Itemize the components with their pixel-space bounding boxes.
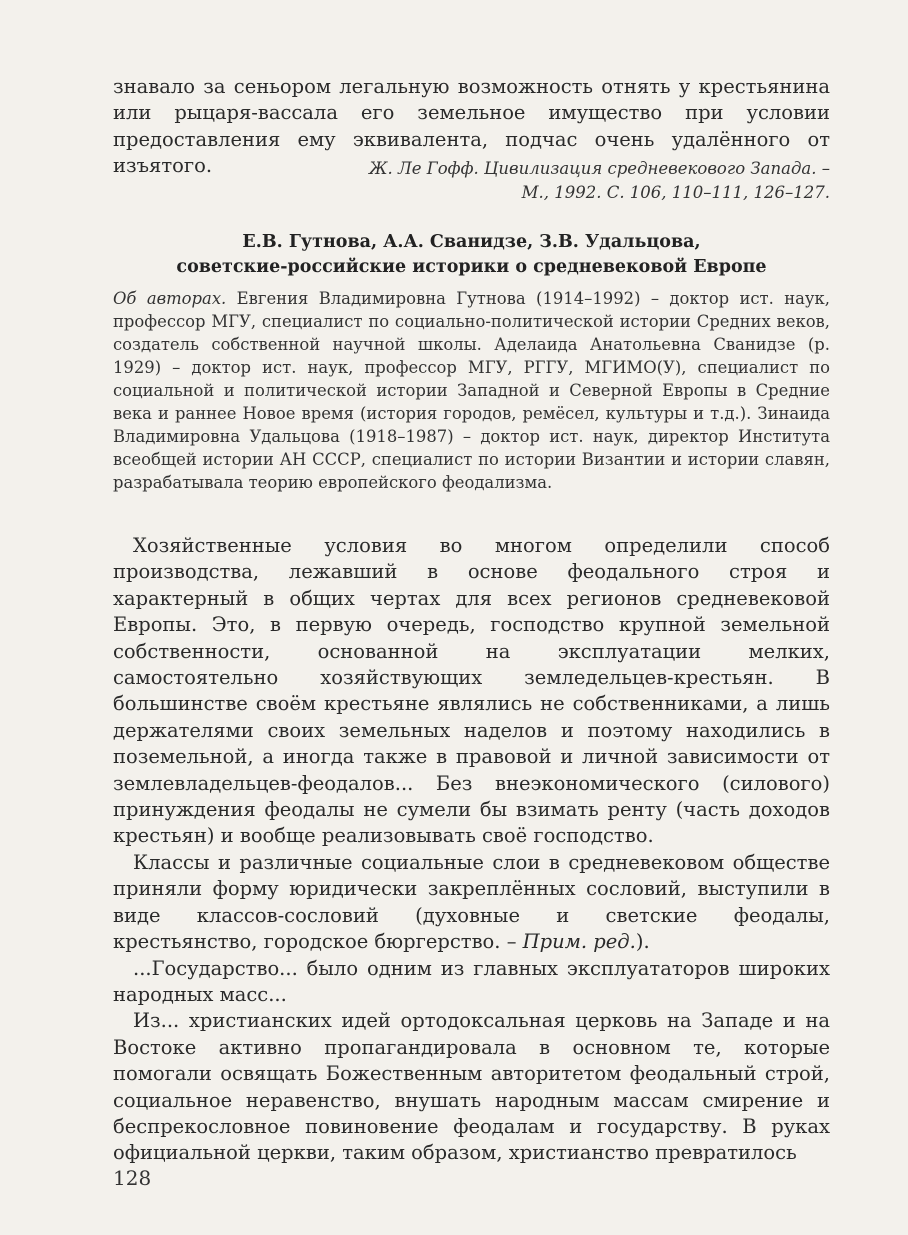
main-body xyxy=(113,533,830,1167)
body-paragraph-3: ...Государство... было одним из главных эксплуататоров широких народных масс... xyxy=(113,956,830,1006)
citation-line-1: Ж. Ле Гофф. Цивилизация средневекового Запада. – xyxy=(369,159,830,178)
section-heading xyxy=(113,230,830,280)
p2-end: ). xyxy=(635,930,650,954)
heading-line-2: советские-российские историки о средневековой Европе xyxy=(176,257,767,277)
page-number: 128 xyxy=(113,1166,152,1190)
about-lead: Об авторах. xyxy=(113,289,227,308)
body-paragraph-4: Из... христианских идей ортодоксальная церковь на Западе и на Востоке активно пропагандировала в основном те, которые помогали освящать Божественным авторитетом феодальный строй, социальное неравенство, внушать народным массам смирение и беспрекословное повиновение феодалам и государству. В руках официальной церкви, таким образом, христианство превратилось xyxy=(113,1009,830,1165)
p2-text: Классы и различные социальные слои в средневековом обществе приняли форму юридически закреплённых сословий, выступили в виде классов-сословий (духовные и светские феодалы, крестьянство, городское бюргерство. – xyxy=(113,850,830,954)
top-paragraph: знавало за сеньором легальную возможность отнять у крестьянина или рыцаря-вассала его земельное имущество при условии предоставления ему эквивалента, подчас очень удалённого от изъятого. xyxy=(113,75,830,178)
heading-line-1: Е.В. Гутнова, А.А. Сванидзе, З.В. Удальцова, xyxy=(242,232,701,252)
citation xyxy=(369,157,830,205)
citation-line-2: М., 1992. С. 106, 110–111, 126–127. xyxy=(521,183,830,202)
about-text: Евгения Владимировна Гутнова (1914–1992) – доктор ист. наук, профессор МГУ, специалист по социально-политической истории Средних веков, создатель собственной научной школы. Аделаида Анатольевна Сванидзе (р. 1929) – доктор ист. наук, профессор МГУ, РГГУ, МГИМО(У), специалист по социальной и политической истории Западной и Северной Европы в Средние века и раннее Новое время (история городов, ремёсел, культуры и т.д.). Зинаида Владимировна Удальцова (1918–1987) – доктор ист. наук, директор Института всеобщей истории АН СССР, специалист по истории Византии и истории славян, разрабатывала теорию европейского феодализма. xyxy=(113,289,831,492)
p2-note: Прим. ред. xyxy=(522,930,636,954)
body-paragraph-2 xyxy=(113,850,830,956)
body-paragraph-1: Хозяйственные условия во многом определили способ производства, лежавший в основе феодального строя и характерный в общих чертах для всех регионов средневековой Европы. Это, в первую очередь, господство крупной земельной собственности, основанной на эксплуатации мелких, самостоятельно хозяйствующих земледельцев-крестьян. В большинстве своём крестьяне являлись не собственниками, а лишь держателями своих земельных наделов и поэтому находились в поземельной, а иногда также в правовой и личной зависимости от землевладельцев-феодалов... Без внеэкономического (силового) принуждения феодалы не сумели бы взимать ренту (часть доходов крестьян) и вообще реализовывать своё господство. xyxy=(113,534,830,848)
about-authors xyxy=(113,287,830,494)
